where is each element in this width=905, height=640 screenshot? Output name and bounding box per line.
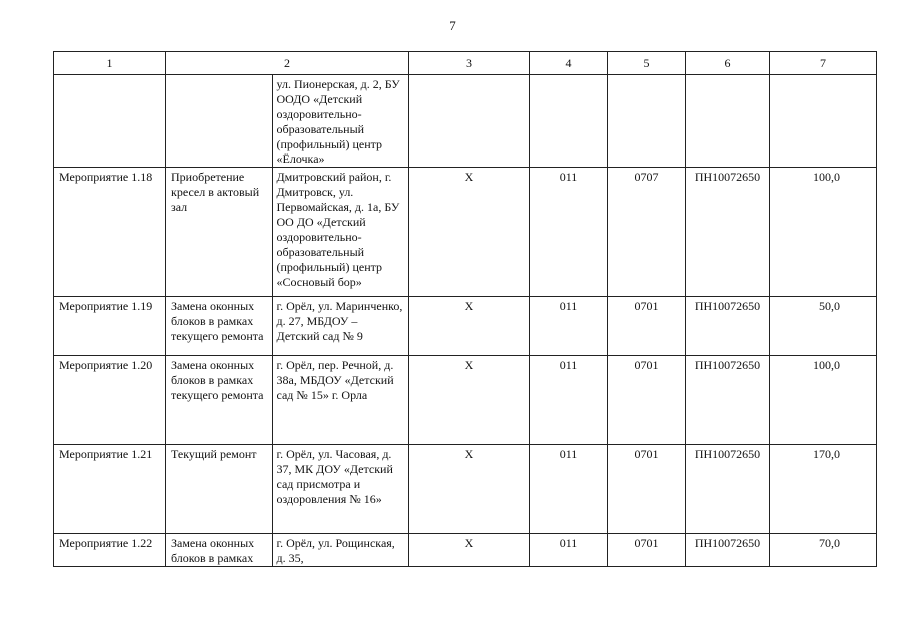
code-6-cell: ПН10072650 bbox=[686, 534, 770, 567]
mark-cell: Х bbox=[409, 168, 530, 297]
amount-cell: 170,0 bbox=[770, 445, 877, 534]
mark-cell: Х bbox=[409, 356, 530, 445]
name-cell: Замена оконных блоков в рамках bbox=[166, 534, 272, 567]
code-4-cell: 011 bbox=[530, 297, 608, 356]
mark-cell: Х bbox=[409, 445, 530, 534]
location-cell: г. Орёл, ул. Рощинская, д. 35, bbox=[272, 534, 409, 567]
code-5-cell: 0701 bbox=[608, 356, 686, 445]
amount-cell: 50,0 bbox=[770, 297, 877, 356]
event-cell: Мероприятие 1.21 bbox=[54, 445, 166, 534]
page-number: 7 bbox=[449, 18, 456, 33]
event-cell: Мероприятие 1.19 bbox=[54, 297, 166, 356]
amount-cell: 100,0 bbox=[770, 168, 877, 297]
code-6-cell: ПН10072650 bbox=[686, 445, 770, 534]
location-cell: г. Орёл, ул. Часовая, д. 37, МК ДОУ «Детский сад присмотра и оздоровления № 16» bbox=[272, 445, 409, 534]
mark-cell bbox=[409, 75, 530, 168]
code-6-cell: ПН10072650 bbox=[686, 297, 770, 356]
header-cell-2: 2 bbox=[166, 52, 409, 75]
code-6-cell: ПН10072650 bbox=[686, 168, 770, 297]
event-cell bbox=[54, 75, 166, 168]
budget-table bbox=[53, 51, 877, 567]
name-cell: Замена оконных блоков в рамках текущего ремонта bbox=[166, 297, 272, 356]
header-cell-6: 6 bbox=[686, 52, 770, 75]
header-cell-7: 7 bbox=[770, 52, 877, 75]
event-cell: Мероприятие 1.18 bbox=[54, 168, 166, 297]
event-cell: Мероприятие 1.20 bbox=[54, 356, 166, 445]
code-5-cell: 0701 bbox=[608, 445, 686, 534]
code-5-cell bbox=[608, 75, 686, 168]
mark-cell: Х bbox=[409, 297, 530, 356]
location-cell: ул. Пионерская, д. 2, БУ ООДО «Детский оздоровительно-образовательный (профильный) центр «Ёлочка» bbox=[272, 75, 409, 168]
code-6-cell bbox=[686, 75, 770, 168]
header-cell-1: 1 bbox=[54, 52, 166, 75]
amount-cell: 70,0 bbox=[770, 534, 877, 567]
code-5-cell: 0701 bbox=[608, 534, 686, 567]
name-cell bbox=[166, 75, 272, 168]
mark-cell: Х bbox=[409, 534, 530, 567]
location-cell: Дмитровский район, г. Дмитровск, ул. Первомайская, д. 1а, БУ ОО ДО «Детский оздоровительно-образовательный (профильный) центр «Сосновый бор» bbox=[272, 168, 409, 297]
table-row bbox=[54, 168, 877, 297]
amount-cell bbox=[770, 75, 877, 168]
name-cell: Замена оконных блоков в рамках текущего ремонта bbox=[166, 356, 272, 445]
code-6-cell: ПН10072650 bbox=[686, 356, 770, 445]
table-row bbox=[54, 445, 877, 534]
header-cell-4: 4 bbox=[530, 52, 608, 75]
code-4-cell: 011 bbox=[530, 168, 608, 297]
code-4-cell: 011 bbox=[530, 445, 608, 534]
code-4-cell: 011 bbox=[530, 356, 608, 445]
table-row bbox=[54, 75, 877, 168]
code-4-cell bbox=[530, 75, 608, 168]
code-5-cell: 0701 bbox=[608, 297, 686, 356]
header-cell-3: 3 bbox=[409, 52, 530, 75]
table-row bbox=[54, 534, 877, 567]
code-5-cell: 0707 bbox=[608, 168, 686, 297]
event-cell: Мероприятие 1.22 bbox=[54, 534, 166, 567]
amount-cell: 100,0 bbox=[770, 356, 877, 445]
table-header-row bbox=[54, 52, 877, 75]
location-cell: г. Орёл, ул. Маринченко, д. 27, МБДОУ – Детский сад № 9 bbox=[272, 297, 409, 356]
location-cell: г. Орёл, пер. Речной, д. 38а, МБДОУ «Детский сад № 15» г. Орла bbox=[272, 356, 409, 445]
name-cell: Приобретение кресел в актовый зал bbox=[166, 168, 272, 297]
header-cell-5: 5 bbox=[608, 52, 686, 75]
code-4-cell: 011 bbox=[530, 534, 608, 567]
name-cell: Текущий ремонт bbox=[166, 445, 272, 534]
table-row bbox=[54, 297, 877, 356]
table-row bbox=[54, 356, 877, 445]
